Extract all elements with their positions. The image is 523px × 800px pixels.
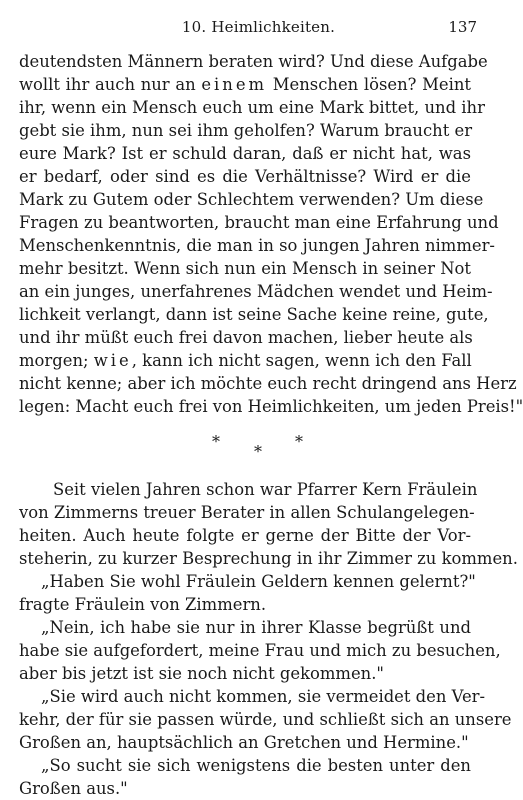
text-line: und ihr müßt euch frei davon machen, lieber heute als xyxy=(19,328,473,347)
text-line: wollt ihr auch nur an einem Menschen lösen? Meint xyxy=(19,75,471,94)
text-line: Menschenkenntnis, die man in so jungen Jahren nimmer- xyxy=(19,236,495,255)
text-line: Mark zu Gutem oder Schlechtem verwenden? Um diese xyxy=(19,190,484,209)
text-line: nicht kenne; aber ich möchte euch recht dringend ans Herz xyxy=(19,374,517,393)
text-line: „So sucht sie sich wenigstens die besten unter den xyxy=(41,756,471,775)
text-line: Fragen zu beantworten, braucht man eine Erfahrung und xyxy=(19,213,499,232)
emphasized-word: wie xyxy=(93,351,132,370)
text-line: an ein junges, unerfahrenes Mädchen wendet und Heim- xyxy=(19,282,493,301)
text-line: lichkeit verlangt, dann ist seine Sache keine reine, gute, xyxy=(19,305,489,324)
text-line: steherin, zu kurzer Besprechung in ihr Zimmer zu kommen. xyxy=(19,549,518,568)
page-number: 137 xyxy=(448,18,477,36)
running-title: 10. Heimlichkeiten. xyxy=(181,18,336,36)
paragraph xyxy=(19,478,518,570)
asterisk-ornament: * xyxy=(295,432,303,451)
body-text xyxy=(19,50,523,800)
paragraph xyxy=(19,570,476,616)
text-line: kehr, der für sie passen würde, und schließt sich an unsere xyxy=(19,710,512,729)
paragraph xyxy=(19,685,512,754)
text-line: „Nein, ich habe sie nur in ihrer Klasse begrüßt und xyxy=(41,618,471,637)
text-line: „Haben Sie wohl Fräulein Geldern kennen gelernt?" xyxy=(41,572,476,591)
text-line: deutendsten Männern beraten wird? Und diese Aufgabe xyxy=(19,52,488,71)
asterisk-ornament: * xyxy=(254,442,262,461)
text-line: Großen aus." xyxy=(19,779,128,798)
section-separator xyxy=(19,418,471,478)
paragraph xyxy=(19,50,523,418)
text-line: von Zimmerns treuer Berater in allen Schulangelegen- xyxy=(19,503,475,522)
text-line: eure Mark? Ist er schuld daran, daß er nicht hat, was xyxy=(19,144,471,163)
text-line: Großen an, hauptsächlich an Gretchen und Hermine." xyxy=(19,733,469,752)
text-line: ihr, wenn ein Mensch euch um eine Mark bittet, und ihr xyxy=(19,98,485,117)
text-line: heiten. Auch heute folgte er gerne der Bitte der Vor- xyxy=(19,526,471,545)
asterisk-ornament: * xyxy=(212,432,220,451)
text-line: mehr besitzt. Wenn sich nun ein Mensch in seiner Not xyxy=(19,259,471,278)
paragraph xyxy=(19,616,501,685)
text-line: gebt sie ihm, nun sei ihm geholfen? Warum braucht er xyxy=(19,121,473,140)
text-line: habe sie aufgefordert, meine Frau und mich zu besuchen, xyxy=(19,641,501,660)
text-line: „Sie wird auch nicht kommen, sie vermeidet den Ver- xyxy=(41,687,486,706)
running-head xyxy=(0,14,517,38)
paragraph xyxy=(19,754,471,800)
text-line: morgen; wie, kann ich nicht sagen, wenn ich den Fall xyxy=(19,351,472,370)
emphasized-word: einem xyxy=(201,75,268,94)
text-line: legen: Macht euch frei von Heimlichkeiten, um jeden Preis!" xyxy=(19,397,523,416)
text-line: fragte Fräulein von Zimmern. xyxy=(19,595,267,614)
text-line: Seit vielen Jahren schon war Pfarrer Kern Fräulein xyxy=(53,480,478,499)
text-line: er bedarf, oder sind es die Verhältnisse? Wird er die xyxy=(19,167,471,186)
text-line: aber bis jetzt ist sie noch nicht gekommen." xyxy=(19,664,384,683)
